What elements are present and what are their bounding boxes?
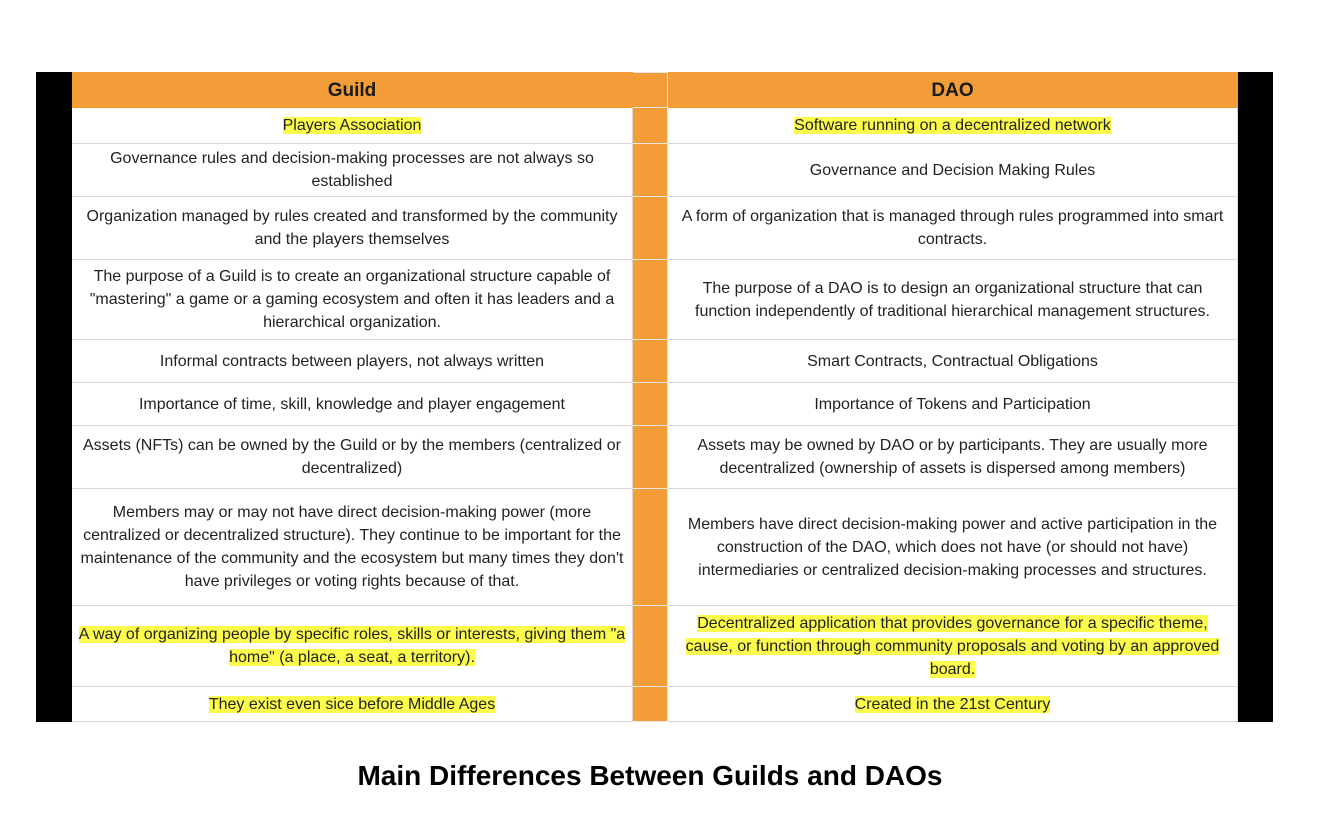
middle-gap-cell bbox=[633, 687, 668, 722]
table-row bbox=[37, 197, 1273, 260]
guild-cell bbox=[72, 197, 633, 260]
left-edge-cell bbox=[37, 383, 72, 426]
middle-gap-cell bbox=[633, 383, 668, 426]
left-edge-cell bbox=[37, 73, 72, 108]
table-row bbox=[37, 606, 1273, 687]
left-edge-cell bbox=[37, 197, 72, 260]
right-edge-cell bbox=[1238, 340, 1273, 383]
table-row bbox=[37, 260, 1273, 340]
guild-cell-text: Players Association bbox=[282, 117, 422, 134]
right-edge-cell bbox=[1238, 108, 1273, 144]
guild-cell bbox=[72, 144, 633, 197]
dao-cell bbox=[668, 383, 1238, 426]
right-edge-cell bbox=[1238, 489, 1273, 606]
header-guild: Guild bbox=[72, 73, 633, 108]
dao-cell bbox=[668, 426, 1238, 489]
dao-cell-text: Created in the 21st Century bbox=[854, 695, 1051, 713]
guild-cell-text: Governance rules and decision-making processes are not always so established bbox=[110, 150, 594, 190]
guild-cell bbox=[72, 426, 633, 489]
guild-cell bbox=[72, 383, 633, 426]
dao-cell bbox=[668, 606, 1238, 687]
left-edge-cell bbox=[37, 489, 72, 606]
middle-gap-cell bbox=[633, 606, 668, 687]
middle-gap-cell bbox=[633, 340, 668, 383]
guild-cell bbox=[72, 340, 633, 383]
dao-cell-text: Assets may be owned by DAO or by participants. They are usually more decentralized (ownership of assets is dispersed among members) bbox=[697, 437, 1208, 477]
guild-cell-text: A way of organizing people by specific roles, skills or interests, giving them "a home" (a place, a seat, a territory). bbox=[78, 626, 626, 666]
table-row bbox=[37, 340, 1273, 383]
left-edge-cell bbox=[37, 606, 72, 687]
dao-cell bbox=[668, 108, 1238, 144]
header-dao: DAO bbox=[668, 73, 1238, 108]
dao-cell-text: Smart Contracts, Contractual Obligations bbox=[807, 352, 1098, 370]
guild-cell bbox=[72, 687, 633, 722]
guild-cell-text: The purpose of a Guild is to create an organizational structure capable of "mastering" a game or a gaming ecosystem and often it has leaders and a hierarchical organization. bbox=[89, 268, 615, 331]
dao-cell bbox=[668, 489, 1238, 606]
left-edge-cell bbox=[37, 144, 72, 197]
guild-cell bbox=[72, 489, 633, 606]
dao-cell bbox=[668, 687, 1238, 722]
dao-cell bbox=[668, 197, 1238, 260]
dao-cell-text: A form of organization that is managed through rules programmed into smart contracts. bbox=[681, 208, 1224, 248]
table-row bbox=[37, 489, 1273, 606]
table-header-row bbox=[37, 73, 1273, 108]
middle-gap-cell bbox=[633, 73, 668, 108]
left-edge-cell bbox=[37, 260, 72, 340]
guild-cell-text: They exist even sice before Middle Ages bbox=[208, 695, 496, 713]
comparison-table-wrapper bbox=[36, 72, 1272, 722]
right-edge-cell bbox=[1238, 606, 1273, 687]
middle-gap-cell bbox=[633, 489, 668, 606]
dao-cell-text: The purpose of a DAO is to design an organizational structure that can function independently of traditional hierarchical management structures. bbox=[695, 279, 1210, 320]
left-edge-cell bbox=[37, 426, 72, 489]
dao-cell-text: Decentralized application that provides governance for a specific theme, cause, or function through community proposals and voting by an approved board. bbox=[685, 614, 1220, 678]
figure-caption: Main Differences Between Guilds and DAOs bbox=[357, 760, 943, 791]
dao-cell bbox=[668, 340, 1238, 383]
right-edge-cell bbox=[1238, 197, 1273, 260]
right-edge-cell bbox=[1238, 260, 1273, 340]
left-edge-cell bbox=[37, 340, 72, 383]
comparison-table bbox=[36, 72, 1273, 722]
guild-cell bbox=[72, 606, 633, 687]
guild-cell-text: Assets (NFTs) can be owned by the Guild or by the members (centralized or decentralized) bbox=[83, 437, 621, 477]
right-edge-cell bbox=[1238, 144, 1273, 197]
right-edge-cell bbox=[1238, 687, 1273, 722]
dao-cell-text: Members have direct decision-making power and active participation in the construction of the DAO, which does not have (or should not have) intermediaries or centralized decision-making processes and structures. bbox=[687, 515, 1218, 579]
left-edge-cell bbox=[37, 108, 72, 144]
table-row bbox=[37, 144, 1273, 197]
right-edge-cell bbox=[1238, 73, 1273, 108]
dao-cell-text: Software running on a decentralized network bbox=[794, 117, 1111, 134]
guild-cell-text: Importance of time, skill, knowledge and player engagement bbox=[138, 395, 565, 413]
guild-cell-text: Organization managed by rules created and transformed by the community and the players themselves bbox=[86, 208, 618, 248]
table-row bbox=[37, 426, 1273, 489]
middle-gap-cell bbox=[633, 260, 668, 340]
middle-gap-cell bbox=[633, 426, 668, 489]
middle-gap-cell bbox=[633, 197, 668, 260]
right-edge-cell bbox=[1238, 426, 1273, 489]
dao-cell-text: Governance and Decision Making Rules bbox=[809, 161, 1096, 179]
guild-cell bbox=[72, 260, 633, 340]
guild-cell-text: Informal contracts between players, not always written bbox=[159, 352, 545, 370]
middle-gap-cell bbox=[633, 108, 668, 144]
table-row bbox=[37, 383, 1273, 426]
guild-cell-text: Members may or may not have direct decision-making power (more centralized or decentralized structure). They continue to be important for the maintenance of the community and the ecosystem but many times they don't have privileges or voting rights because of that. bbox=[80, 504, 624, 590]
dao-cell bbox=[668, 260, 1238, 340]
dao-cell bbox=[668, 144, 1238, 197]
table-row bbox=[37, 687, 1273, 722]
right-edge-cell bbox=[1238, 383, 1273, 426]
guild-cell bbox=[72, 108, 633, 144]
dao-cell-text: Importance of Tokens and Participation bbox=[814, 395, 1091, 413]
table-row bbox=[37, 108, 1273, 144]
left-edge-cell bbox=[37, 687, 72, 722]
middle-gap-cell bbox=[633, 144, 668, 197]
